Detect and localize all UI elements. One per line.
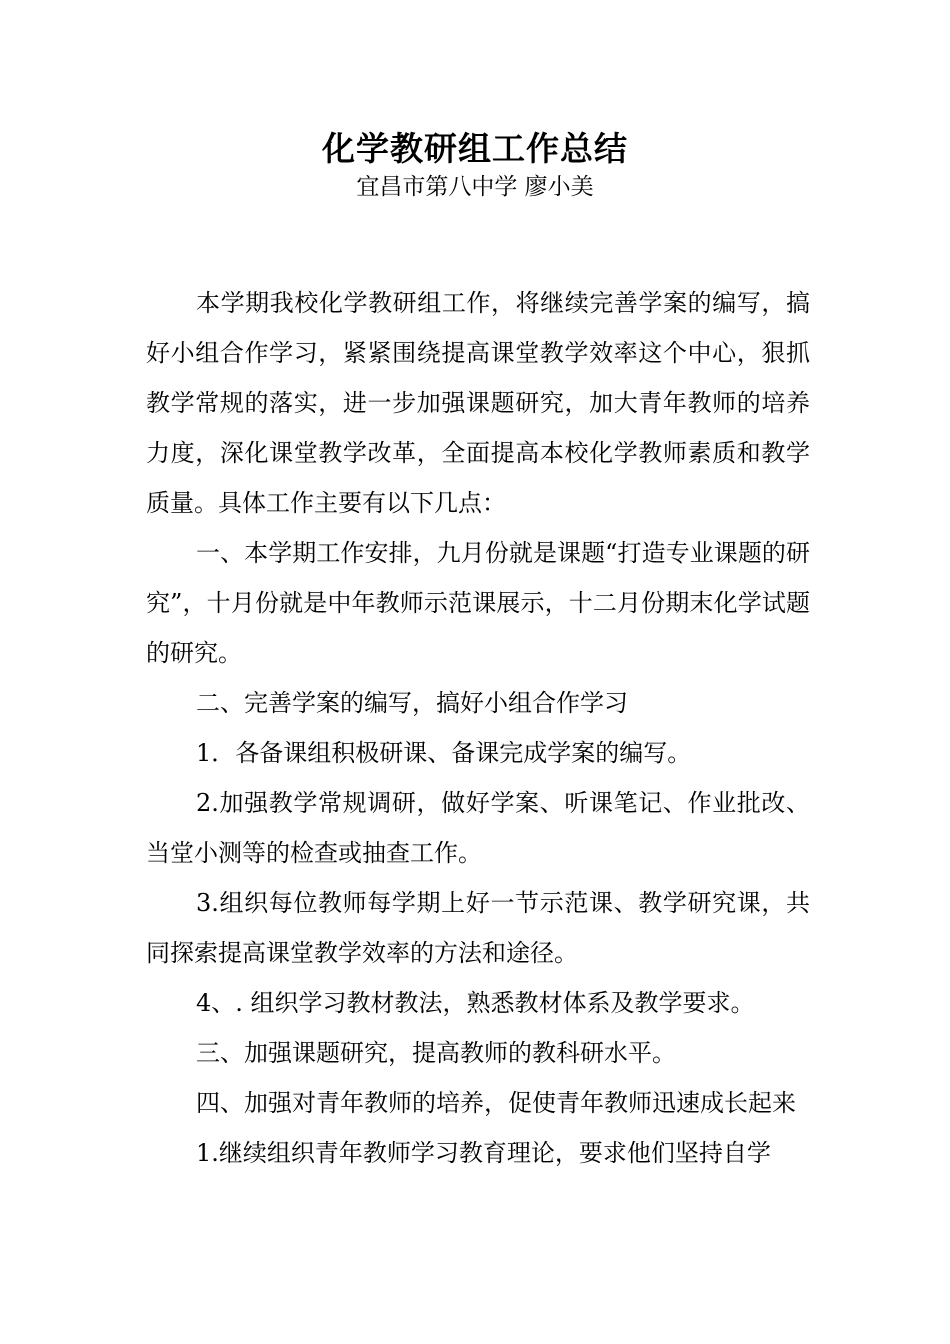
paragraph: 四、加强对青年教师的培养，促使青年教师迅速成长起来: [196, 1089, 796, 1117]
paragraph: 三、加强课题研究，提高教师的教科研水平。: [196, 1039, 676, 1067]
document-body: [146, 278, 810, 1178]
document-subtitle: 宜昌市第八中学 廖小美: [356, 174, 594, 200]
paragraph: 1.继续组织青年教师学习教育理论，要求他们坚持自学: [196, 1139, 771, 1167]
paragraph: 3.组织每位教师每学期上好一节示范课、教学研究课，共同探索提高课堂教学效率的方法和途径。: [146, 889, 810, 967]
paragraph: 1．各备课组积极研课、备课完成学案的编写。: [196, 739, 692, 767]
paragraph: 一、本学期工作安排，九月份就是课题“打造专业课题的研究”，十月份就是中年教师示范课展示，十二月份期末化学试题的研究。: [146, 539, 810, 667]
paragraph: 二、完善学案的编写，搞好小组合作学习: [196, 689, 628, 717]
paragraph: 2.加强教学常规调研，做好学案、听课笔记、作业批改、当堂小测等的检查或抽查工作。: [146, 789, 810, 867]
paragraph: 4、. 组织学习教材教法，熟悉教材体系及教学要求。: [196, 989, 755, 1017]
document-title: 化学教研组工作总结: [322, 129, 628, 168]
paragraph: 本学期我校化学教研组工作，将继续完善学案的编写，搞好小组合作学习，紧紧围绕提高课堂教学效率这个中心，狠抓教学常规的落实，进一步加强课题研究，加大青年教师的培养力度，深化课堂教学改革，全面提高本校化学教师素质和教学质量。具体工作主要有以下几点：: [146, 289, 810, 517]
